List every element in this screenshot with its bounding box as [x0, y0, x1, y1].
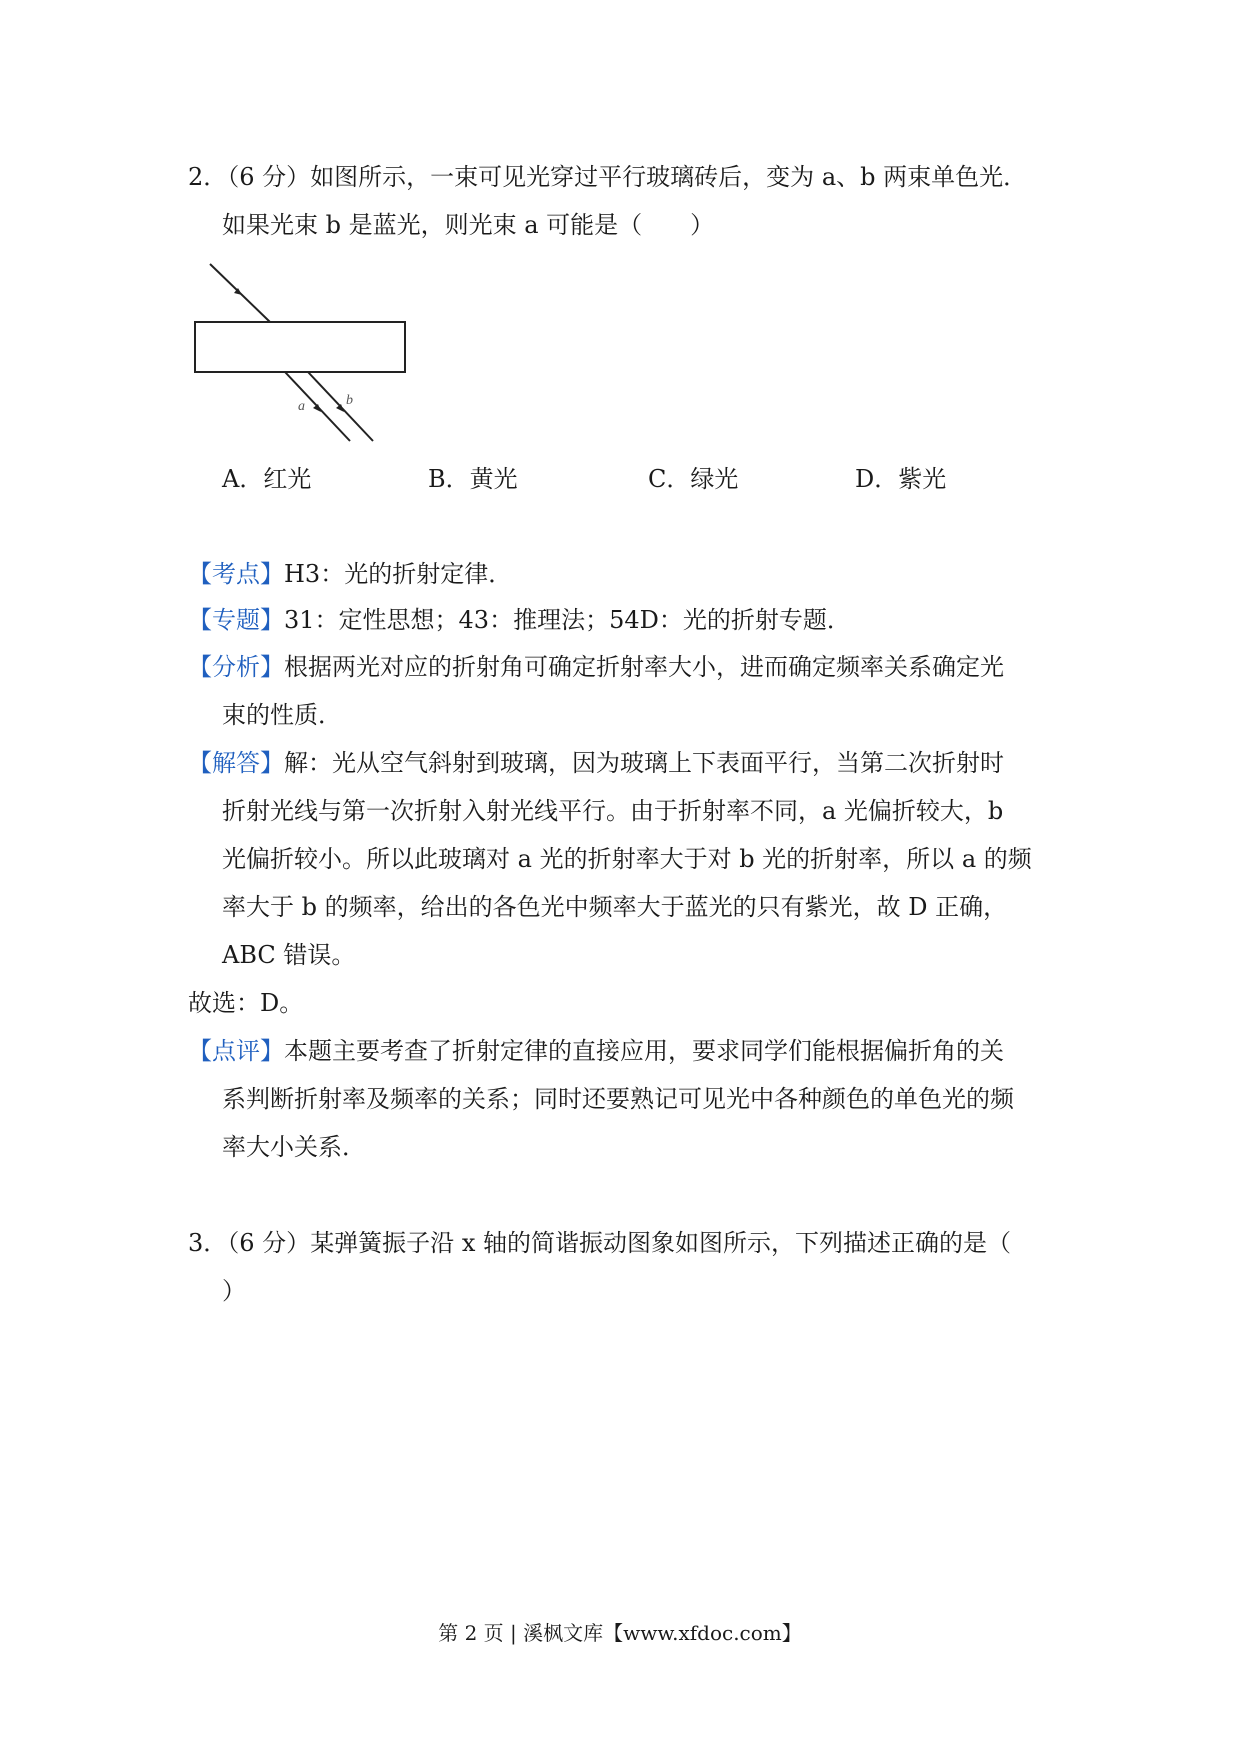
jieda-line3: 光偏折较小。所以此玻璃对 a 光的折射率大于对 b 光的折射率，所以 a 的频: [222, 845, 1032, 873]
jieda-tag: 【解答】: [188, 749, 284, 777]
q2-score: （6 分）: [227, 163, 311, 191]
dianping-line1: [188, 1036, 1004, 1066]
q3-stem-line2: ）: [222, 1277, 246, 1305]
q2-option-c[interactable]: C．绿光: [648, 465, 739, 493]
fenxi-line1: [188, 652, 1004, 682]
q2-stem-text1: 如图所示，一束可见光穿过平行玻璃砖后，变为 a、b 两束单色光．: [310, 163, 1028, 191]
kaodian-text: H3：光的折射定律．: [284, 560, 513, 588]
glass-brick: [195, 322, 405, 372]
answer-line: 故选：D。: [188, 989, 304, 1017]
q2-stem-line1: [188, 162, 1027, 192]
kaodian-line: [188, 559, 512, 589]
zhuanti-tag: 【专题】: [188, 606, 284, 634]
jieda-line2: 折射光线与第一次折射入射光线平行。由于折射率不同，a 光偏折较大，b: [222, 797, 1004, 825]
kaodian-tag: 【考点】: [188, 560, 284, 588]
fenxi-text1: 根据两光对应的折射角可确定折射率大小，进而确定频率关系确定光: [284, 653, 1004, 681]
q3-stem-line1: [188, 1228, 1011, 1258]
q2-option-a[interactable]: A．红光: [222, 465, 312, 493]
jieda-text1: 解：光从空气斜射到玻璃，因为玻璃上下表面平行，当第二次折射时: [284, 749, 1004, 777]
label-b: b: [346, 393, 353, 408]
jieda-line4: 率大于 b 的频率，给出的各色光中频率大于蓝光的只有紫光，故 D 正确，: [222, 893, 1008, 921]
q3-number: 3．: [188, 1229, 228, 1257]
fenxi-line2: 束的性质．: [222, 701, 342, 729]
refraction-diagram: [190, 258, 430, 458]
dianping-text1: 本题主要考查了折射定律的直接应用，要求同学们能根据偏折角的关: [284, 1037, 1004, 1065]
page-footer: 第 2 页 | 溪枫文库【www.xfdoc.com】: [438, 1621, 802, 1645]
fenxi-tag: 【分析】: [188, 653, 284, 681]
q2-number: 2．: [188, 163, 228, 191]
zhuanti-line: [188, 605, 851, 635]
glass-brick-figure: [190, 258, 430, 462]
jieda-line5: ABC 错误。: [222, 941, 356, 969]
q3-score: （6 分）: [227, 1229, 311, 1257]
dianping-tag: 【点评】: [188, 1037, 284, 1065]
q3-stem-text1: 某弹簧振子沿 x 轴的简谐振动图象如图所示，下列描述正确的是（: [310, 1229, 1011, 1257]
dianping-line3: 率大小关系．: [222, 1133, 366, 1161]
dianping-line2: 系判断折射率及频率的关系；同时还要熟记可见光中各种颜色的单色光的频: [222, 1085, 1014, 1113]
jieda-line1: [188, 748, 1004, 778]
zhuanti-text: 31：定性思想；43：推理法；54D：光的折射专题．: [284, 606, 851, 634]
q2-stem-line2: 如果光束 b 是蓝光，则光束 a 可能是（ ）: [222, 211, 715, 239]
q2-option-b[interactable]: B．黄光: [428, 465, 518, 493]
label-a: a: [298, 399, 305, 414]
q2-option-d[interactable]: D．紫光: [855, 465, 947, 493]
